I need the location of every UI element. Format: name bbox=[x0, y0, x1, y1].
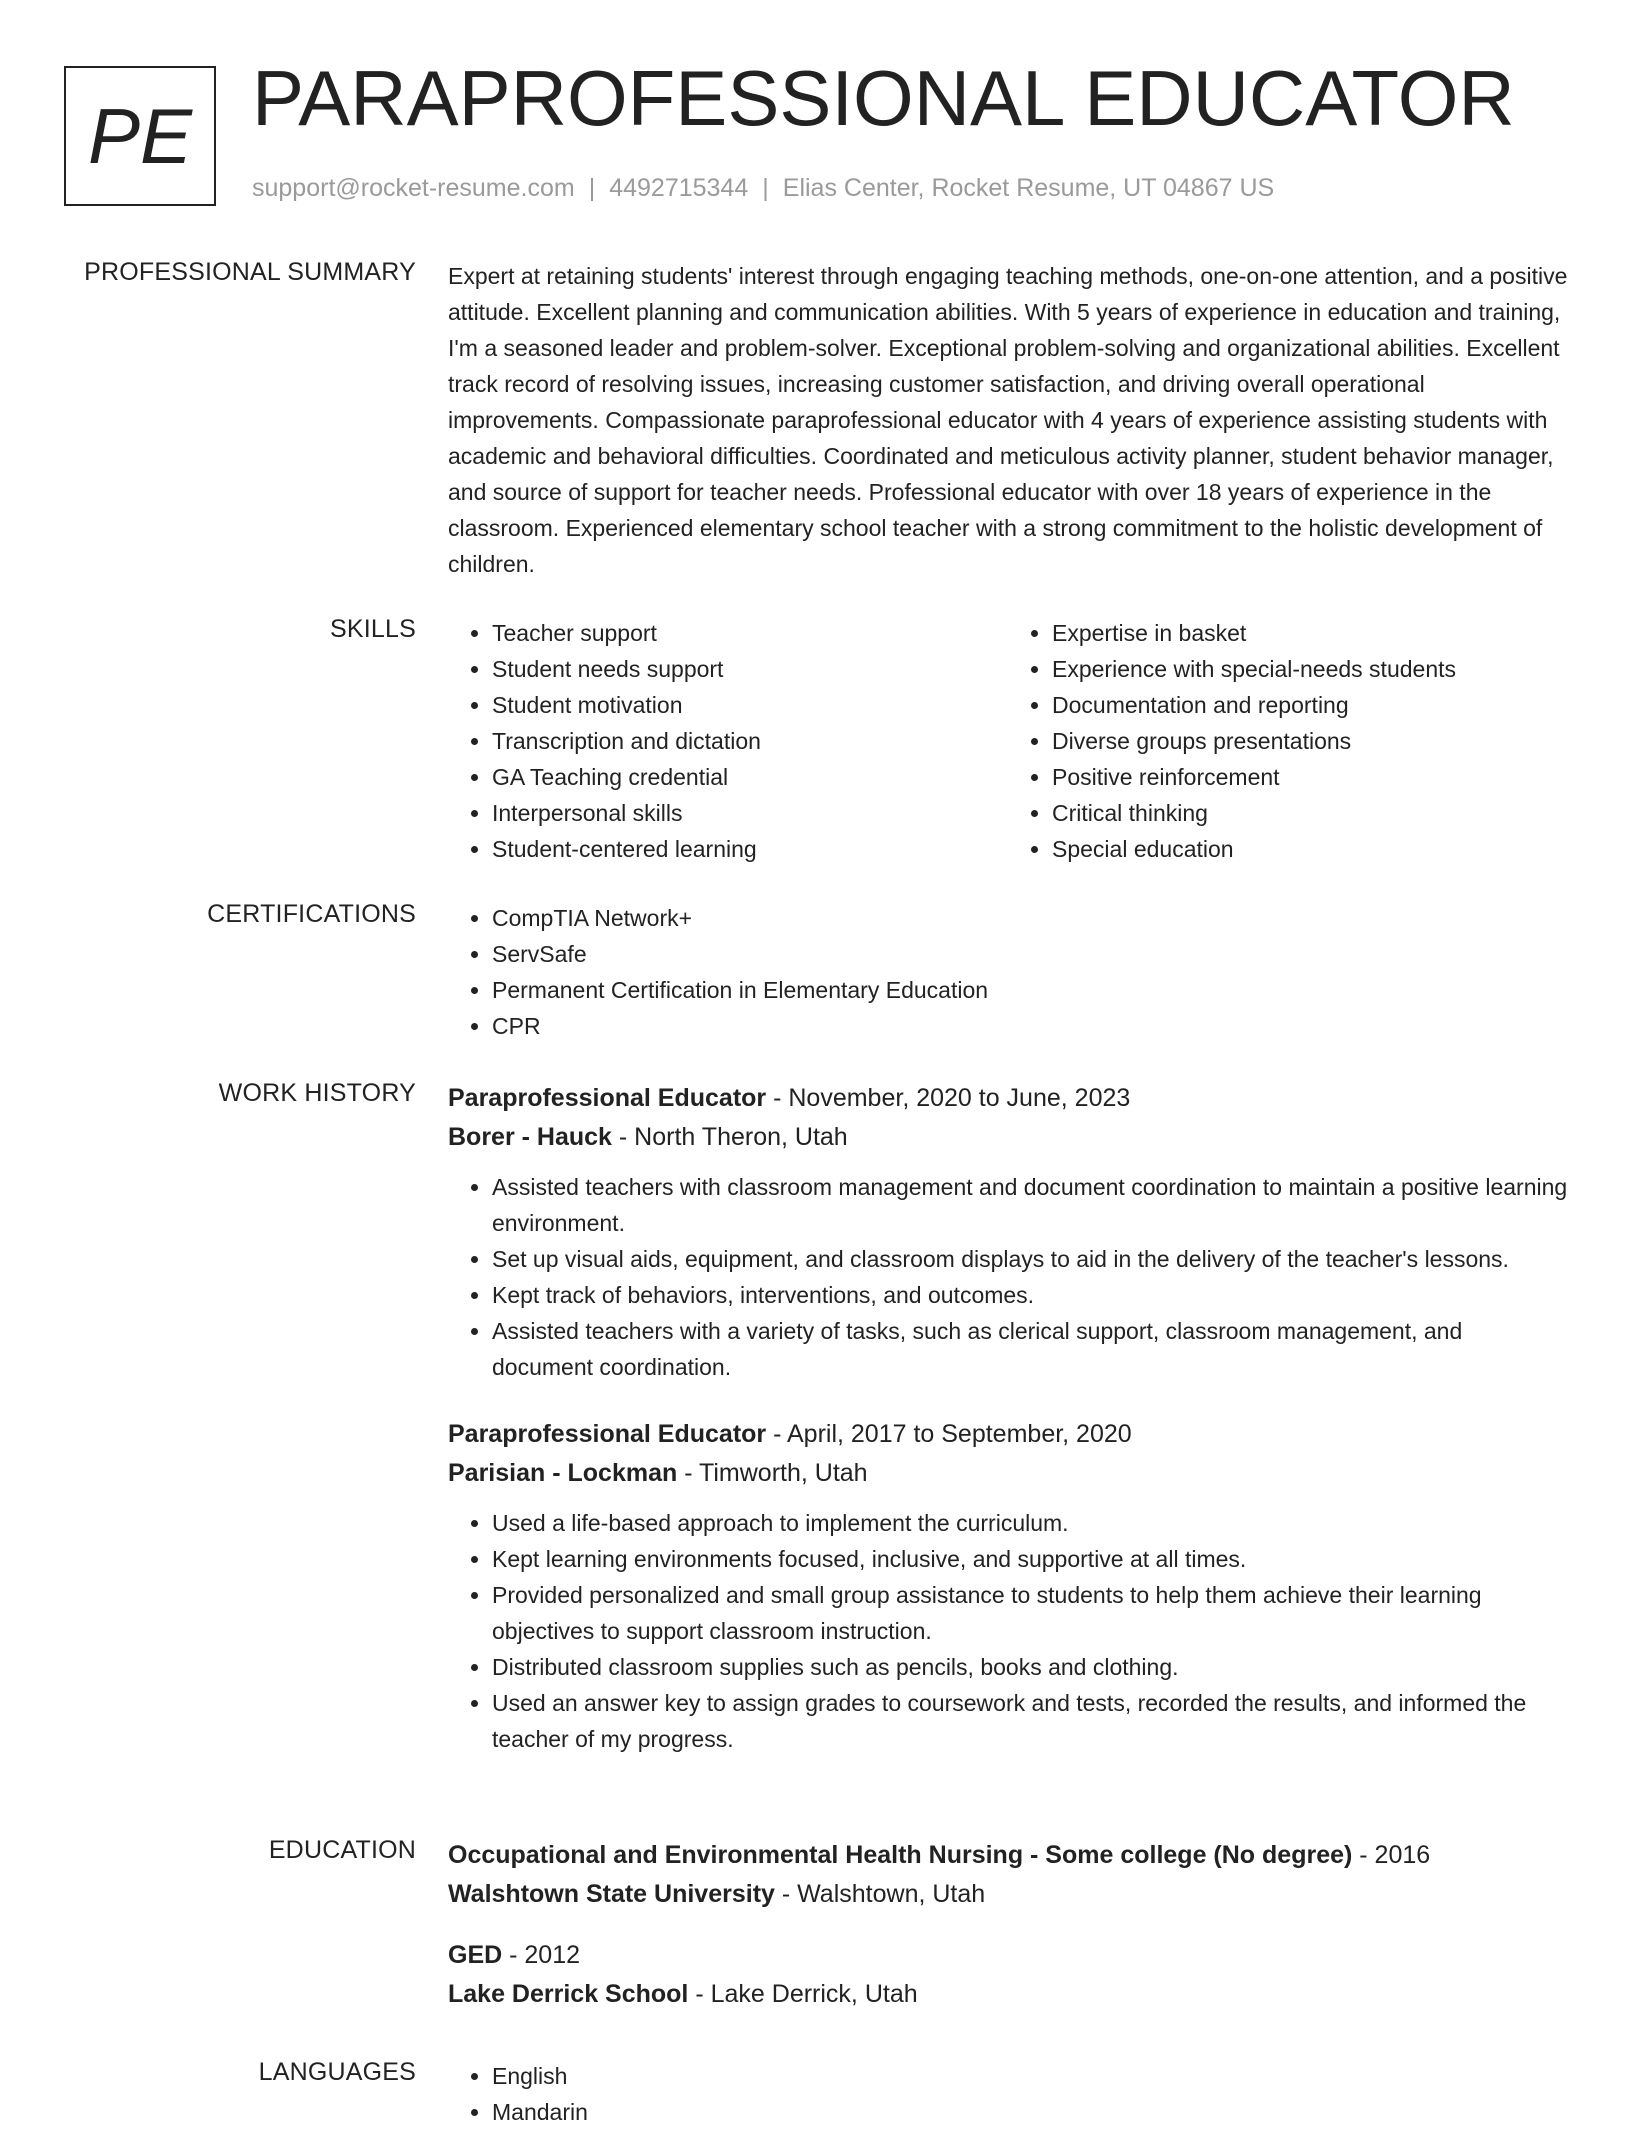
list-item: • Critical thinking bbox=[1052, 795, 1568, 831]
list-item: • Transcription and dictation bbox=[492, 723, 1008, 759]
list-item: • CPR bbox=[492, 1008, 1568, 1044]
certifications-list bbox=[448, 900, 1568, 1044]
list-item: • Mandarin bbox=[492, 2094, 1568, 2130]
list-item: • Expertise in basket bbox=[1052, 615, 1568, 651]
list-item: • Interpersonal skills bbox=[492, 795, 1008, 831]
education-body bbox=[448, 1836, 1568, 2036]
list-item: • ServSafe bbox=[492, 936, 1568, 972]
section-label: EDUCATION bbox=[268, 1836, 416, 1864]
list-item: • Kept track of behaviors, interventions, and outcomes. bbox=[492, 1277, 1568, 1313]
section-label: PROFESSIONAL SUMMARY bbox=[84, 258, 416, 286]
education-degree: Occupational and Environmental Health Nursing - Some college (No degree) bbox=[448, 1841, 1353, 1869]
list-item: • Student-centered learning bbox=[492, 831, 1008, 867]
list-item: • Student motivation bbox=[492, 687, 1008, 723]
job-dates: - November, 2020 to June, 2023 bbox=[766, 1084, 1131, 1112]
job-dates: - April, 2017 to September, 2020 bbox=[766, 1420, 1132, 1448]
job-title-line bbox=[448, 1415, 1568, 1453]
education-entry bbox=[448, 1936, 1568, 2014]
languages-list bbox=[448, 2058, 1568, 2130]
contact-email[interactable]: support@rocket-resume.com bbox=[252, 174, 575, 202]
summary-text: Expert at retaining students' interest through engaging teaching methods, one-on-one attention, and a positive attitude. Excellent planning and communication abilities. With 5 years of experience in education and training, I'm a seasoned leader and problem-solver. Exceptional problem-solving and organizational abilities. Excellent track record of resolving issues, increasing customer satisfaction, and driving overall operational improvements. Compassionate paraprofessional educator with 4 years of experience assisting students with academic and behavioral difficulties. Coordinated and meticulous activity planner, student behavior manager, and source of support for teacher needs. Professional educator with over 18 years of experience in the classroom. Experienced elementary school teacher with a strong commitment to the holistic development of children. bbox=[448, 263, 1568, 577]
list-item: • Assisted teachers with a variety of tasks, such as clerical support, classroom management, and document coordination. bbox=[492, 1313, 1568, 1385]
skills-left-list bbox=[448, 615, 1008, 867]
languages-body bbox=[448, 2058, 1568, 2130]
list-item: • Teacher support bbox=[492, 615, 1008, 651]
education-entry bbox=[448, 1836, 1568, 1914]
job-entry bbox=[448, 1079, 1568, 1385]
job-company: Borer - Hauck bbox=[448, 1123, 612, 1151]
list-item: • Used an answer key to assign grades to coursework and tests, recorded the results, and informed the teacher of my progress. bbox=[492, 1685, 1568, 1757]
list-item: • Positive reinforcement bbox=[1052, 759, 1568, 795]
education-location: - Lake Derrick, Utah bbox=[688, 1980, 918, 2008]
job-bullets bbox=[448, 1169, 1568, 1385]
section-label: CERTIFICATIONS bbox=[207, 900, 416, 928]
job-title: Paraprofessional Educator bbox=[448, 1420, 767, 1448]
contact-line bbox=[252, 174, 1274, 203]
list-item: • GA Teaching credential bbox=[492, 759, 1008, 795]
job-title-line bbox=[448, 1079, 1568, 1117]
job-location: - North Theron, Utah bbox=[611, 1123, 848, 1151]
contact-separator: | bbox=[762, 174, 769, 202]
list-item: • Permanent Certification in Elementary Education bbox=[492, 972, 1568, 1008]
initials-monogram: PE bbox=[64, 66, 216, 206]
job-location: - Timworth, Utah bbox=[677, 1459, 868, 1487]
list-item: • Documentation and reporting bbox=[1052, 687, 1568, 723]
section-label: LANGUAGES bbox=[258, 2058, 416, 2086]
job-bullets bbox=[448, 1505, 1568, 1757]
education-school-line bbox=[448, 1874, 1568, 1914]
education-year: - 2016 bbox=[1352, 1841, 1431, 1869]
list-item: • Diverse groups presentations bbox=[1052, 723, 1568, 759]
list-item: • Set up visual aids, equipment, and classroom displays to aid in the delivery of the teacher's lessons. bbox=[492, 1241, 1568, 1277]
page-title: PARAPROFESSIONAL EDUCATOR bbox=[252, 54, 1515, 142]
job-company-line bbox=[448, 1117, 1568, 1157]
education-degree: GED bbox=[448, 1941, 503, 1969]
list-item: • CompTIA Network+ bbox=[492, 900, 1568, 936]
education-location: - Walshtown, Utah bbox=[774, 1880, 986, 1908]
list-item: • Assisted teachers with classroom management and document coordination to maintain a positive learning environment. bbox=[492, 1169, 1568, 1241]
job-title: Paraprofessional Educator bbox=[448, 1084, 767, 1112]
summary-body bbox=[448, 258, 1568, 582]
job-company-line bbox=[448, 1453, 1568, 1493]
education-school: Walshtown State University bbox=[448, 1880, 775, 1908]
list-item: • Used a life-based approach to implement the curriculum. bbox=[492, 1505, 1568, 1541]
education-year: - 2012 bbox=[502, 1941, 581, 1969]
list-item: • Experience with special-needs students bbox=[1052, 651, 1568, 687]
list-item: • Provided personalized and small group assistance to students to help them achieve their learning objectives to support classroom instruction. bbox=[492, 1577, 1568, 1649]
list-item: • Distributed classroom supplies such as pencils, books and clothing. bbox=[492, 1649, 1568, 1685]
section-label: SKILLS bbox=[330, 615, 416, 643]
list-item: • Student needs support bbox=[492, 651, 1008, 687]
contact-phone[interactable]: 4492715344 bbox=[609, 174, 749, 202]
certifications-body bbox=[448, 900, 1568, 1044]
list-item: • Kept learning environments focused, inclusive, and supportive at all times. bbox=[492, 1541, 1568, 1577]
skills-right-list bbox=[1008, 615, 1568, 867]
job-company: Parisian - Lockman bbox=[448, 1459, 678, 1487]
job-entry bbox=[448, 1415, 1568, 1757]
education-school-line bbox=[448, 1974, 1568, 2014]
work-history-body bbox=[448, 1079, 1568, 1787]
education-degree-line bbox=[448, 1836, 1568, 1874]
education-degree-line bbox=[448, 1936, 1568, 1974]
skills-body bbox=[448, 615, 1568, 867]
education-school: Lake Derrick School bbox=[448, 1980, 689, 2008]
contact-separator: | bbox=[588, 174, 596, 202]
section-label: WORK HISTORY bbox=[218, 1079, 416, 1107]
list-item: • Special education bbox=[1052, 831, 1568, 867]
contact-address: Elias Center, Rocket Resume, UT 04867 US bbox=[782, 174, 1275, 202]
list-item: • English bbox=[492, 2058, 1568, 2094]
